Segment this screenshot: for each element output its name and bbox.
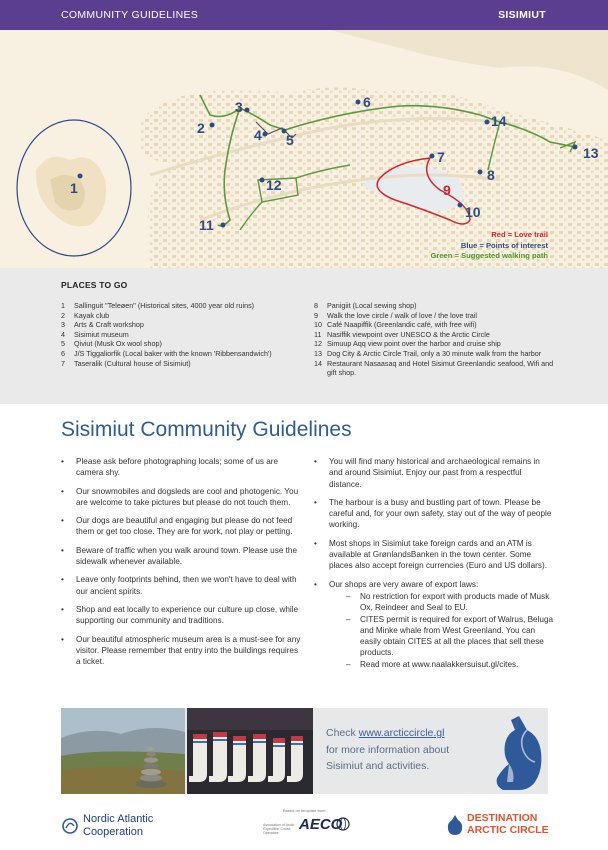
export-item: – No restriction for export with products made of Musk Ox, Reindeer and Seal to EU.	[329, 591, 554, 614]
list-item: 10 Café Naapiffik (Greenlandic café, with free wifi)	[314, 320, 477, 330]
marker-1[interactable]: 1	[70, 180, 78, 196]
export-sublist	[329, 591, 554, 670]
legend-love-trail: Red = Love trail	[491, 230, 548, 239]
aeco-globe-icon	[336, 817, 350, 831]
list-item: 2 Kayak club	[61, 310, 110, 320]
places-list-right	[314, 301, 554, 378]
marker-5[interactable]: 5	[286, 132, 294, 148]
section-title: COMMUNITY GUIDELINES	[61, 9, 199, 21]
guideline-item: • Leave only footprints behind, then we won't have to deal with our ancient spirits.	[61, 574, 301, 597]
list-item: 13 Dog City & Arctic Circle Trail, only a 30 minute walk from the harbor	[314, 348, 542, 358]
places-title: PLACES TO GO	[61, 280, 128, 290]
places-section	[0, 268, 608, 404]
arctic-fox-logo	[489, 712, 545, 797]
list-item: 14 Restaurant Nasaasaq and Hotel Sisimut Greenlandic seafood, Wifi and gift shop.	[314, 358, 554, 378]
list-item: 5 Qiviut (Musk Ox wool shop)	[61, 339, 162, 349]
promo-text: Check www.arcticcircle.gl for more information about Sisimiut and activities.	[326, 727, 450, 772]
nac-swirl-icon	[62, 818, 78, 834]
header-bar	[0, 0, 608, 30]
marker-7[interactable]: 7	[437, 149, 445, 165]
marker-3[interactable]: 3	[235, 99, 243, 115]
marker-14[interactable]: 14	[491, 113, 507, 129]
marker-4[interactable]: 4	[254, 127, 262, 143]
town-map[interactable]	[0, 30, 608, 268]
list-item: 12 Simuup Aqq view point over the harbor and cruise ship	[314, 339, 501, 349]
guideline-item: • Beware of traffic when you walk around town. Please use the sidewalk whenever available.	[61, 545, 301, 568]
export-item: – CITES permit is required for export of Walrus, Beluga and Minke whale from West Greenland. You can easily obtain CITES at all the places that sell these products.	[329, 614, 554, 659]
guidelines-title: Sisimiut Community Guidelines	[61, 418, 352, 441]
guideline-item: • Our snowmobiles and dogsleds are cool and photogenic. You are welcome to take pictures but please do not touch them.	[61, 486, 301, 509]
list-item: 7 Taseralik (Cultural house of Sisimiut)	[61, 358, 191, 368]
places-list-left	[61, 301, 296, 368]
guideline-item: • Shop and eat locally to experience our culture up close, while supporting our community and traditions.	[61, 604, 301, 627]
list-item: 6 J/S Tiggaliorfik (Local baker with the known 'Ribbensandwich')	[61, 348, 272, 358]
list-item: 1 Sallinguit "Teleøen" (Historical sites, 4000 year old ruins)	[61, 301, 255, 310]
list-item: 3 Arts & Craft workshop	[61, 320, 144, 330]
marker-11[interactable]: 11	[199, 217, 214, 233]
guideline-item: • Our beautiful atmospheric museum area is a must-see for any visitor. Please remember that entry into the buildings requires a ticket.	[61, 634, 301, 668]
marker-6[interactable]: 6	[363, 94, 371, 110]
marker-13[interactable]: 13	[583, 145, 599, 161]
list-item: 9 Walk the love circle / walk of love / the love trail	[314, 310, 477, 320]
marker-12[interactable]: 12	[266, 177, 282, 193]
export-item: – Read more at www.naalakkersuisut.gl/cites.	[329, 659, 554, 670]
arcticcircle-link[interactable]: www.arcticcircle.gl	[358, 727, 445, 739]
export-intro: Our shops are very aware of export laws:	[329, 579, 479, 589]
footer: Nordic Atlantic Cooperation Based on template from Association of Arctic Expedition Cruise Operators AECO DESTINATION ARCTIC CIRCLE	[0, 800, 608, 850]
marker-2[interactable]: 2	[197, 120, 205, 136]
promo-banner	[61, 708, 548, 794]
marker-10[interactable]: 10	[465, 204, 481, 220]
cairn-photo	[61, 708, 185, 794]
legend-points-of-interest: Blue = Points of interest	[460, 240, 548, 250]
guideline-item-export	[314, 579, 554, 670]
legend-walking-path: Green = Suggested walking path	[430, 251, 548, 260]
nordic-atlantic-cooperation-logo: Nordic Atlantic Cooperation	[62, 813, 153, 838]
marker-8[interactable]: 8	[487, 167, 495, 183]
list-item: 8 Panigiit (Local sewing shop)	[314, 301, 417, 310]
marker-9[interactable]: 9	[443, 182, 451, 198]
destination-arctic-circle-logo: DESTINATION ARCTIC CIRCLE	[446, 813, 549, 836]
guideline-item: • The harbour is a busy and bustling part of town. Please be careful and, for your own safety, stay out of the way of people working.	[314, 497, 554, 531]
guideline-item: • Please ask before photographing locals; some of us are camera shy.	[61, 456, 301, 479]
guideline-item: • You will find many historical and archaeological remains in and around Sisimiut. Enjoy our past from a respectful distance.	[314, 456, 554, 490]
list-item: 11 Nasiffik viewpoint over UNESCO & the Arctic Circle	[314, 329, 490, 339]
guideline-item: • Our dogs are beautiful and engaging but please do not feed them or get too close. They are for work, not play or petting.	[61, 515, 301, 538]
traditional-boots-photo	[187, 708, 313, 794]
guideline-item: • Most shops in Sisimiut take foreign cards and an ATM is available at GrønlandsBanken in the town center. Some places also accept foreign currencies (Euro and US dollars).	[314, 538, 554, 572]
town-title: SISIMIUT	[498, 9, 546, 21]
guidelines-list-right	[314, 456, 554, 677]
fox-icon	[446, 814, 464, 836]
map-legend	[430, 230, 548, 262]
guidelines-list-left	[61, 456, 301, 674]
list-item: 4 Sisimiut museum	[61, 329, 129, 339]
